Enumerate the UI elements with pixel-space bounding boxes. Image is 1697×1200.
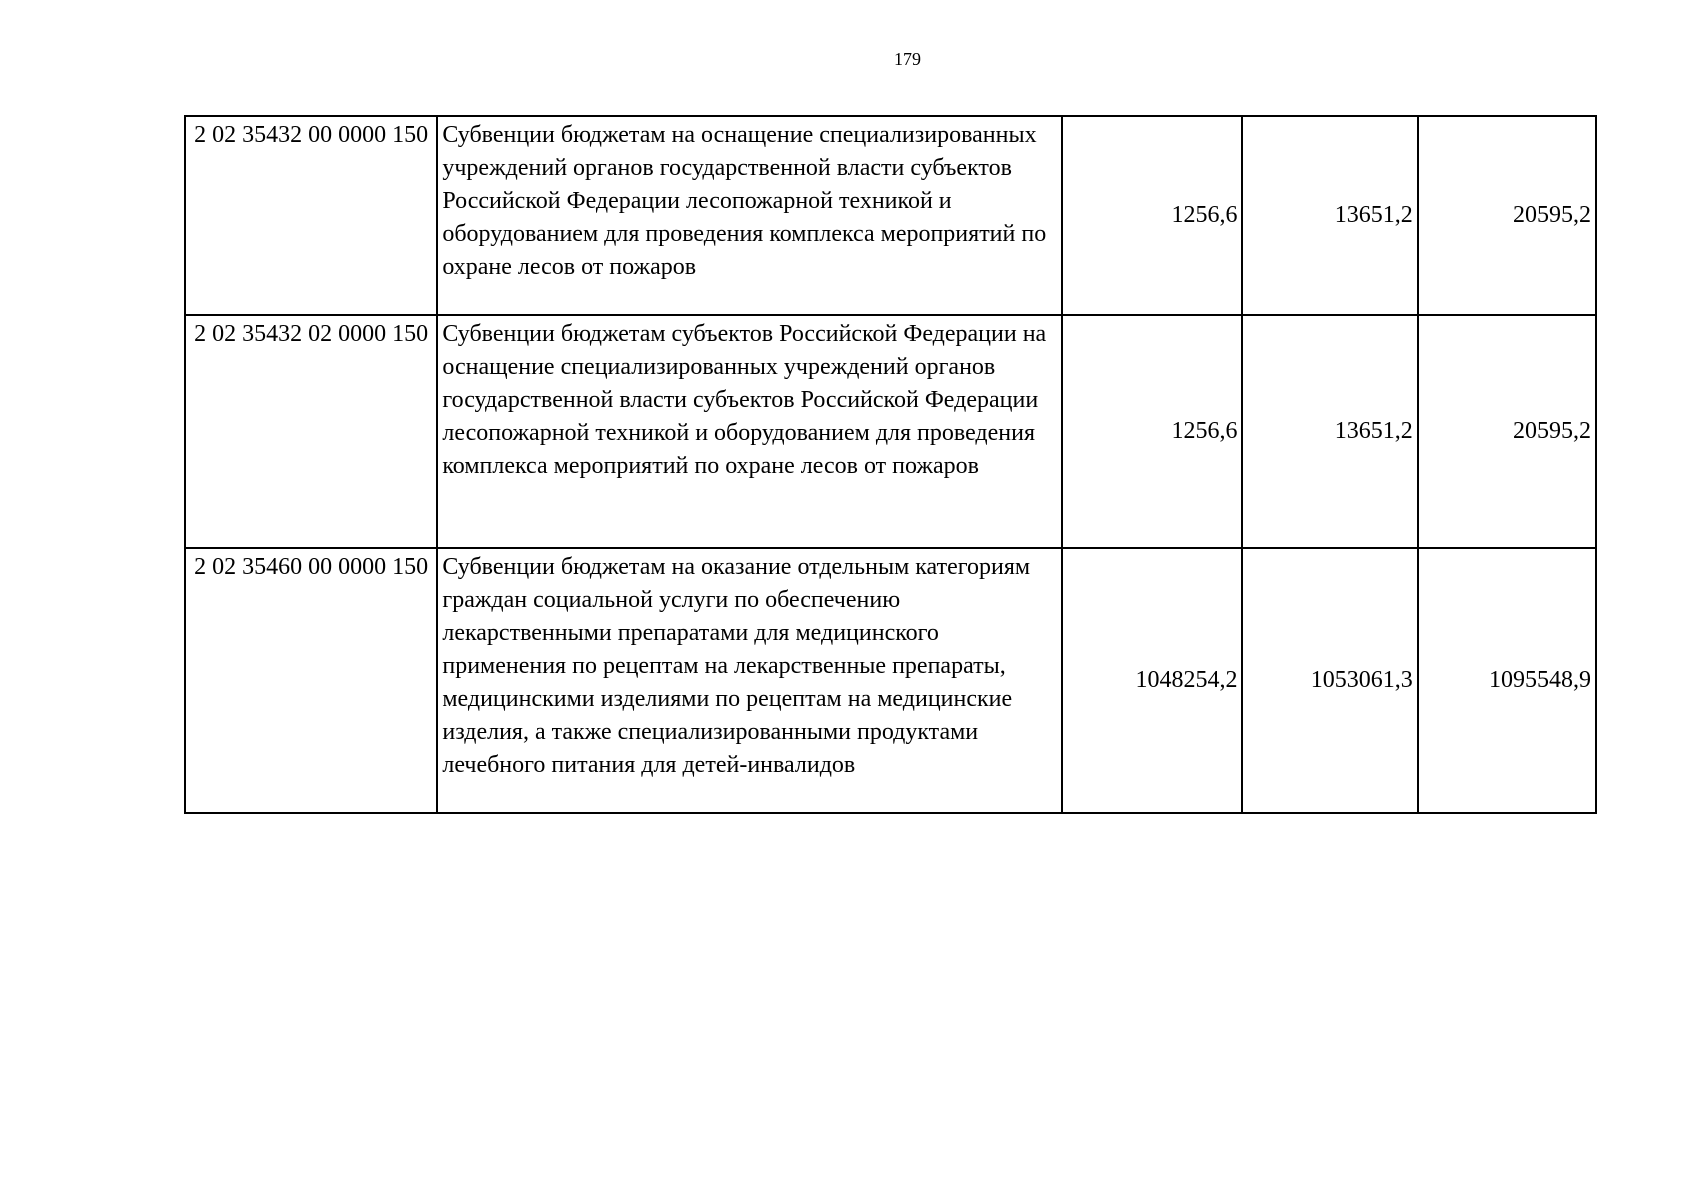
value-cell-year-1: 1048254,2 — [1062, 548, 1242, 813]
budget-table — [184, 115, 1597, 814]
value-cell-year-1: 1256,6 — [1062, 315, 1242, 548]
table-row — [185, 116, 1596, 315]
value-cell-year-1: 1256,6 — [1062, 116, 1242, 315]
table-row — [185, 548, 1596, 813]
table-row — [185, 315, 1596, 548]
budget-code-cell: 2 02 35460 00 0000 150 — [185, 548, 437, 813]
budget-item-name-cell: Субвенции бюджетам на оказание отдельным категориям граждан социальной услуги по обеспечению лекарственными препаратами для медицинского применения по рецептам на лекарственные препараты, медицинскими изделиями по рецептам на медицинские изделия, а также специализированными продуктами лечебного питания для детей-инвалидов — [437, 548, 1062, 813]
value-cell-year-2: 13651,2 — [1242, 315, 1417, 548]
budget-item-name-cell: Субвенции бюджетам субъектов Российской Федерации на оснащение специализированных учреждений органов государственной власти субъектов Российской Федерации лесопожарной техникой и оборудованием для проведения комплекса мероприятий по охране лесов от пожаров — [437, 315, 1062, 548]
budget-item-name-cell: Субвенции бюджетам на оснащение специализированных учреждений органов государственной власти субъектов Российской Федерации лесопожарной техникой и оборудованием для проведения комплекса мероприятий по охране лесов от пожаров — [437, 116, 1062, 315]
budget-code-cell: 2 02 35432 00 0000 150 — [185, 116, 437, 315]
page-number: 179 — [894, 49, 921, 69]
value-cell-year-3: 20595,2 — [1418, 116, 1596, 315]
value-cell-year-3: 1095548,9 — [1418, 548, 1596, 813]
value-cell-year-2: 13651,2 — [1242, 116, 1417, 315]
value-cell-year-3: 20595,2 — [1418, 315, 1596, 548]
value-cell-year-2: 1053061,3 — [1242, 548, 1417, 813]
budget-code-cell: 2 02 35432 02 0000 150 — [185, 315, 437, 548]
